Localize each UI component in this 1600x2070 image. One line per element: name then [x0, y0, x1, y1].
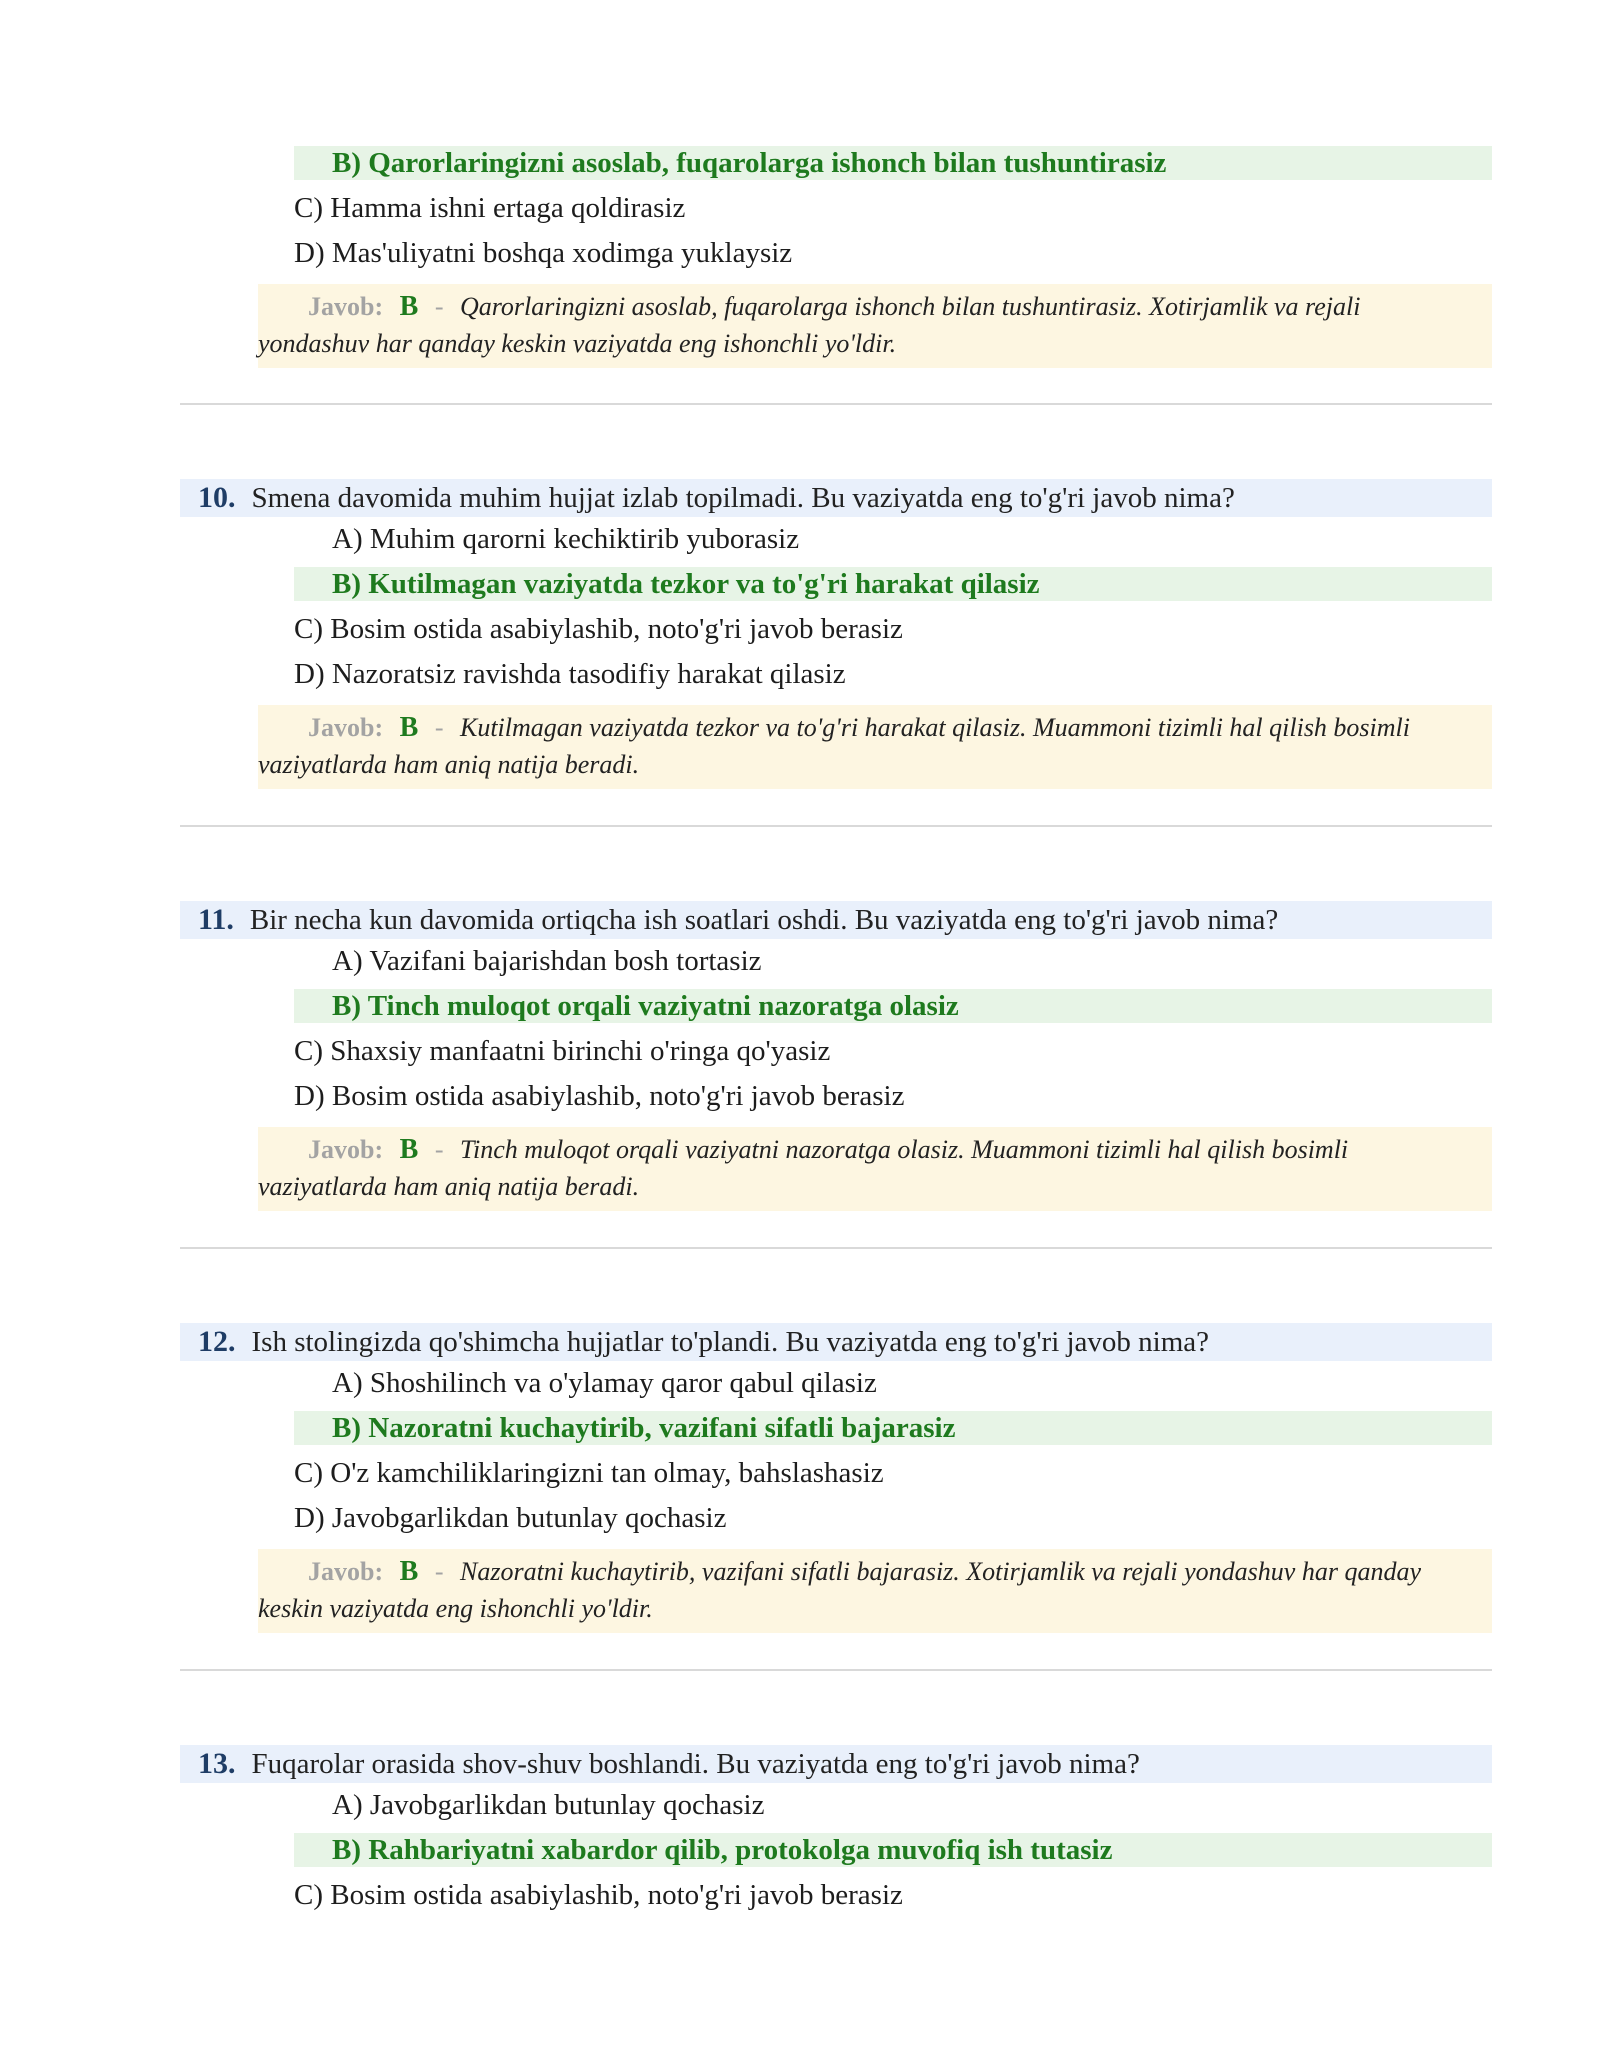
option-d: D) Mas'uliyatni boshqa xodimga yuklaysiz	[294, 237, 793, 269]
question-title	[180, 1323, 1492, 1361]
question-9-continuation	[180, 146, 1492, 368]
question-number: 10.	[198, 481, 236, 514]
option-d: D) Javobgarlikdan butunlay qochasiz	[294, 1502, 727, 1534]
answer-label: Javob:	[308, 713, 384, 742]
answer-box	[258, 284, 1492, 368]
option-c: C) Shaxsiy manfaatni birinchi o'ringa qo'yasiz	[294, 1035, 831, 1067]
divider	[180, 403, 1492, 405]
question-number: 11.	[198, 903, 234, 936]
question-title	[180, 479, 1492, 517]
option-a: A) Muhim qarorni kechiktirib yuborasiz	[332, 523, 800, 555]
option-a: A) Javobgarlikdan butunlay qochasiz	[332, 1789, 765, 1821]
option-b-correct: B) Rahbariyatni xabardor qilib, protokolga muvofiq ish tutasiz	[294, 1833, 1492, 1867]
question-text: Smena davomida muhim hujjat izlab topilmadi. Bu vaziyatda eng to'g'ri javob nima?	[251, 481, 1235, 514]
option-c: C) O'z kamchiliklaringizni tan olmay, bahslashasiz	[294, 1457, 884, 1489]
answer-explanation: Kutilmagan vaziyatda tezkor va to'g'ri harakat qilasiz. Muammoni tizimli hal qilish bosimli vaziyatlarda ham aniq natija beradi.	[258, 713, 1410, 779]
answer-box	[258, 1127, 1492, 1211]
option-d: D) Bosim ostida asabiylashib, noto'g'ri javob berasiz	[294, 1080, 905, 1112]
answer-letter: B	[399, 1556, 419, 1587]
option-b-correct: B) Tinch muloqot orqali vaziyatni nazoratga olasiz	[294, 989, 1492, 1023]
question-text: Fuqarolar orasida shov-shuv boshlandi. Bu vaziyatda eng to'g'ri javob nima?	[251, 1747, 1140, 1780]
answer-dash: -	[434, 1135, 444, 1164]
question-text: Ish stolingizda qo'shimcha hujjatlar to'plandi. Bu vaziyatda eng to'g'ri javob nima?	[251, 1325, 1210, 1358]
option-b-correct: B) Nazoratni kuchaytirib, vazifani sifatli bajarasiz	[294, 1411, 1492, 1445]
answer-label: Javob:	[308, 1135, 384, 1164]
question-number: 12.	[198, 1325, 236, 1358]
option-a: A) Shoshilinch va o'ylamay qaror qabul qilasiz	[332, 1367, 877, 1399]
option-d: D) Nazoratsiz ravishda tasodifiy harakat qilasiz	[294, 658, 846, 690]
divider	[180, 825, 1492, 827]
answer-explanation: Nazoratni kuchaytirib, vazifani sifatli bajarasiz. Xotirjamlik va rejali yondashuv har qanday keskin vaziyatda eng ishonchli yo'ldir.	[258, 1557, 1421, 1623]
option-c: C) Bosim ostida asabiylashib, noto'g'ri javob berasiz	[294, 613, 903, 645]
answer-dash: -	[434, 1557, 444, 1586]
divider	[180, 1247, 1492, 1249]
answer-label: Javob:	[308, 292, 384, 321]
answer-dash: -	[434, 713, 444, 742]
answer-letter: B	[399, 1134, 419, 1165]
answer-explanation: Qarorlaringizni asoslab, fuqarolarga ishonch bilan tushuntirasiz. Xotirjamlik va rejali yondashuv har qanday keskin vaziyatda eng ishonchli yo'ldir.	[258, 292, 1361, 358]
question-number: 13.	[198, 1747, 236, 1780]
answer-letter: B	[399, 291, 419, 322]
answer-label: Javob:	[308, 1557, 384, 1586]
question-text: Bir necha kun davomida ortiqcha ish soatlari oshdi. Bu vaziyatda eng to'g'ri javob nima?	[249, 903, 1279, 936]
option-b-correct: B) Kutilmagan vaziyatda tezkor va to'g'ri harakat qilasiz	[294, 567, 1492, 601]
option-b-correct: B) Qarorlaringizni asoslab, fuqarolarga ishonch bilan tushuntirasiz	[294, 146, 1492, 180]
option-c: C) Hamma ishni ertaga qoldirasiz	[294, 192, 686, 224]
answer-box	[258, 705, 1492, 789]
question-12	[180, 1323, 1492, 1633]
question-11	[180, 901, 1492, 1211]
option-c: C) Bosim ostida asabiylashib, noto'g'ri javob berasiz	[294, 1879, 903, 1911]
option-a: A) Vazifani bajarishdan bosh tortasiz	[332, 945, 762, 977]
answer-explanation: Tinch muloqot orqali vaziyatni nazoratga olasiz. Muammoni tizimli hal qilish bosimli vaziyatlarda ham aniq natija beradi.	[258, 1135, 1349, 1201]
question-13	[180, 1745, 1492, 1918]
answer-dash: -	[434, 292, 444, 321]
question-10	[180, 479, 1492, 789]
question-title	[180, 901, 1492, 939]
question-title	[180, 1745, 1492, 1783]
answer-box	[258, 1549, 1492, 1633]
divider	[180, 1669, 1492, 1671]
answer-letter: B	[399, 712, 419, 743]
